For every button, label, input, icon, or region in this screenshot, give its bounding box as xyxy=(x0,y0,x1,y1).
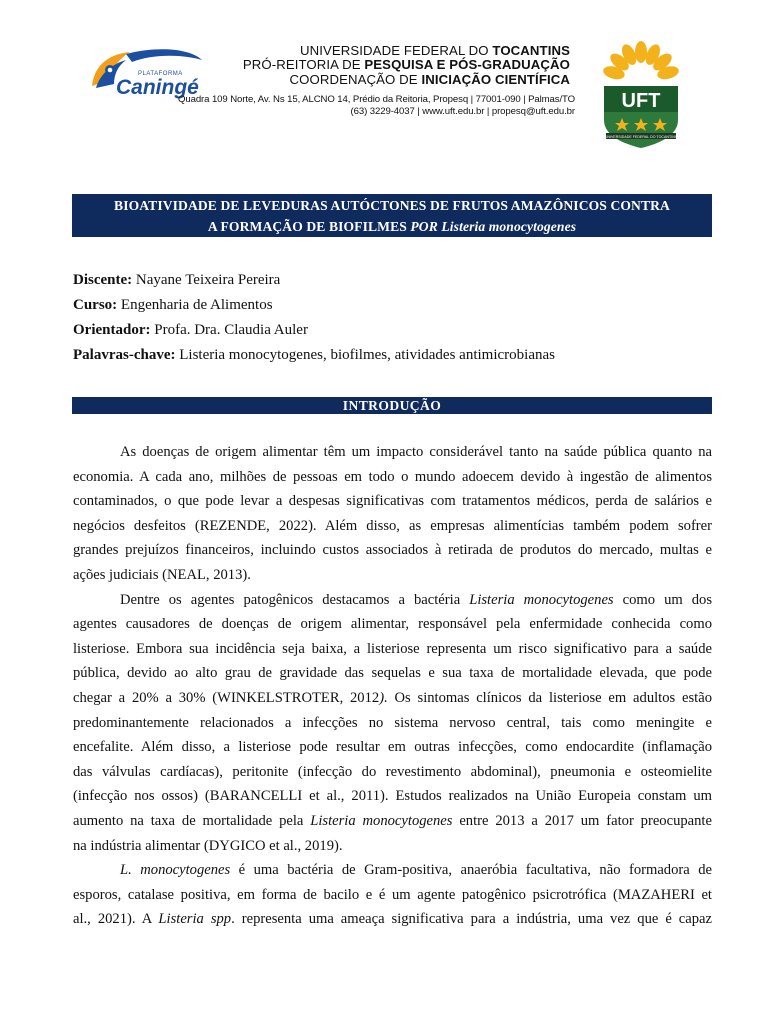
paragraph-1-line: As doenças de origem alimentar têm um impacto considerável tanto na saúde pública quanto na xyxy=(120,444,712,460)
paragraph-1-line: grandes prejuízos financeiros, incluindo custos associados à retirada de produtos do mercado, multas e xyxy=(73,542,712,559)
course-row: Curso: Engenharia de Alimentos xyxy=(73,297,273,313)
paragraph-3-line: L. monocytogenes é uma bactéria de Gram-positiva, anaeróbia facultativa, não formadora de xyxy=(120,862,712,879)
paragraph-1-line: ações judiciais (NEAL, 2013). xyxy=(73,566,251,583)
paragraph-2-line: listeriose. Embora sua incidência seja baixa, a listeriose representa um risco significativo para a saúde xyxy=(73,640,712,657)
institution-line-2: PRÓ-REITORIA DE PESQUISA E PÓS-GRADUAÇÃO xyxy=(242,57,570,73)
section-heading-introducao: INTRODUÇÃO xyxy=(72,397,712,414)
plataforma-caninde-logo xyxy=(86,44,204,100)
advisor-row: Orientador: Profa. Dra. Claudia Auler xyxy=(73,322,308,338)
paragraph-2-line: (infecção nos ossos) (BARANCELLI et al., 2011). Estudos realizados na União Europeia constam um xyxy=(73,788,712,805)
document-header xyxy=(0,0,768,170)
uft-logo xyxy=(598,40,684,150)
address-line-2: (63) 3229-4037 | www.uft.edu.br | propesq@uft.edu.br xyxy=(350,105,575,117)
title-line-2: A FORMAÇÃO DE BIOFILMES POR Listeria monocytogenes xyxy=(207,219,577,234)
paragraph-1-line: negócios desfeitos (REZENDE, 2022). Além disso, as empresas alimentícias também podem sofrer xyxy=(73,517,712,534)
paragraph-2-line: Dentre os agentes patogênicos destacamos a bactéria Listeria monocytogenes como um dos xyxy=(120,591,713,608)
institution-line-3: COORDENAÇÃO DE INICIAÇÃO CIENTÍFICA xyxy=(289,71,570,87)
institution-line-1: UNIVERSIDADE FEDERAL DO TOCANTINS xyxy=(299,43,570,58)
paragraph-3-line: esporos, catalase positiva, em forma de bacilo e é um agente patogênico psicrotrófica (MAZAHERI et xyxy=(73,886,712,903)
paragraph-3-line: al., 2021). A Listeria spp. representa uma ameaça significativa para a indústria, uma vez que é capaz xyxy=(73,911,713,928)
paragraph-2-line: chegar a 20% a 30% (WINKELSTROTER, 2012). Os sintomas clínicos da listeriose em adultos estão xyxy=(73,689,712,706)
paragraph-1-line: economia. A cada ano, milhões de pessoas em todo o mundo adoecem devido à ingestão de alimentos xyxy=(73,468,712,485)
address-block xyxy=(178,94,575,117)
body-text xyxy=(73,440,712,932)
student-row: Discente: Nayane Teixeira Pereira xyxy=(73,272,281,288)
paragraph-2-line: aumento na taxa de mortalidade pela Listeria monocytogenes entre 2013 a 2017 um fator preocupante xyxy=(73,812,712,829)
svg-text:Caningé: Caningé xyxy=(116,76,199,99)
svg-text:UNIVERSIDADE FEDERAL DO TOCANT: UNIVERSIDADE FEDERAL DO TOCANTINS xyxy=(604,134,678,139)
paragraph-2-line: pública, devido ao alto grau de gravidade das sequelas e sua taxa de mortalidade elevada, que pode xyxy=(73,665,712,682)
paragraph-2-line: predominantemente relacionados a infecções no sistema nervoso central, tais como meningite e xyxy=(73,714,712,731)
institution-block xyxy=(243,44,570,87)
svg-text:PLATAFORMA: PLATAFORMA xyxy=(138,71,183,77)
paragraph-2-line: na indústria alimentar (DYGICO et al., 2019). xyxy=(73,837,343,854)
address-line-1: Quadra 109 Norte, Av. Ns 15, ALCNO 14, Prédio da Reitoria, Propesq | 77001-090 | Palmas/TO xyxy=(177,94,575,105)
paragraph-1-line: contaminados, o que pode levar a despesas significativas com tratamentos médicos, perda de salários e xyxy=(73,493,712,510)
paragraph-2-line: encefalite. Além disso, a listeriose pode resultar em outras infecções, como endocardite (inflamação xyxy=(73,739,712,756)
document-title xyxy=(72,194,712,237)
title-line-1: BIOATIVIDADE DE LEVEDURAS AUTÓCTONES DE FRUTOS AMAZÔNICOS CONTRA xyxy=(114,198,670,213)
paragraph-2-line: agentes causadores de doenças de origem alimentar, responsável pela enfermidade conhecida como xyxy=(73,616,712,633)
keywords-row: Palavras-chave: Listeria monocytogenes, biofilmes, atividades antimicrobianas xyxy=(73,347,555,363)
metadata-block xyxy=(73,268,555,368)
svg-text:UFT: UFT xyxy=(621,90,661,112)
paragraph-2-line: das válvulas cardíacas), peritonite (infecção do revestimento abdominal), pneumonia e osteomielite xyxy=(73,763,712,780)
